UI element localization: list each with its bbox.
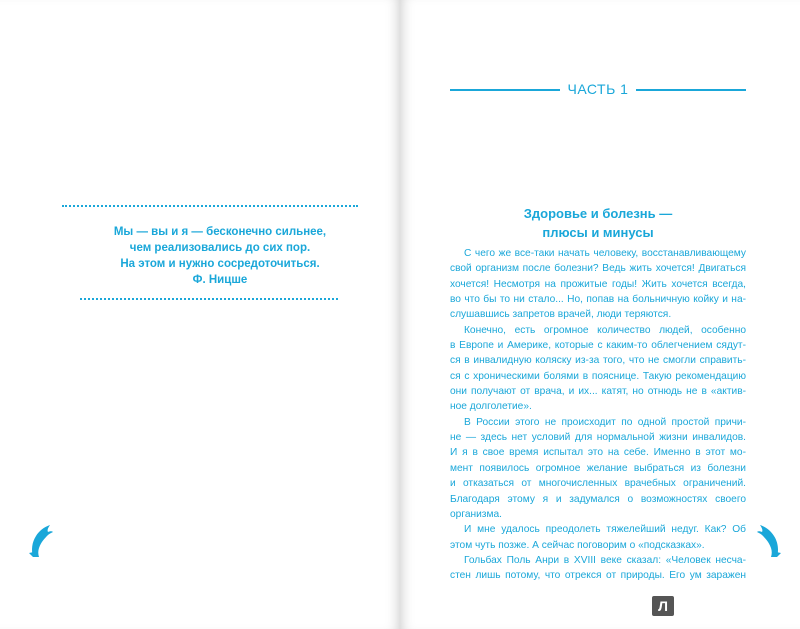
body-line: и отказаться от многочисленных врачебных ограничений. — [450, 478, 746, 490]
epigraph-line: Мы — вы и я — бесконечно сильнее, — [113, 226, 327, 238]
body-line: не — здесь нет условий для нормальной жизни инвалидов. — [450, 432, 746, 444]
body-line: ся с хроническими болями в пояснице. Такую рекомендацию — [450, 370, 746, 382]
body-line: слушавшись запретов врачей, люди теряются. — [450, 309, 672, 321]
body-line: Благодаря этому я и задумался о возможностях своего — [450, 493, 746, 505]
body-line: в Европе и Америке, которые с каким-то облегчением сядут- — [450, 340, 746, 352]
body-line: Гольбах Поль Анри в XVIII веке сказал: «Человек несча- — [464, 554, 746, 566]
part-title: ЧАСТЬ 1 — [567, 81, 629, 97]
body-line: ся в инвалидную коляску из-за того, что не смогли справить- — [450, 355, 746, 367]
body-line: организма. — [450, 508, 502, 520]
top-dotted-divider — [62, 205, 358, 207]
part-rule-right — [636, 89, 746, 91]
body-line: во что бы то ни стало... Но, попав на больничную койку и на- — [450, 294, 746, 306]
epigraph-line: чем реализовались до сих пор. — [129, 242, 311, 254]
body-line: С чего же все-таки начать человеку, восстанавливающему — [464, 248, 746, 259]
part-heading — [450, 80, 746, 100]
epigraph-line: На этом и нужно сосредоточиться. — [120, 258, 320, 270]
body-line: этом чуть позже. А сейчас поговорим о «подсказках». — [450, 539, 705, 551]
epigraph-author: Ф. Ницше — [192, 274, 248, 286]
body-line: И я в свое время испытал это на себе. Именно в этот мо- — [450, 447, 746, 459]
epigraph — [80, 224, 360, 288]
body-line: они получают от врача, и их... катят, но отнюдь не в «актив- — [450, 386, 746, 398]
chapter-title-line: Здоровье и болезнь — — [523, 206, 673, 221]
body-line: Конечно, есть огромное количество людей, особенно — [464, 324, 746, 336]
dolphin-icon — [756, 522, 782, 558]
chapter-title — [450, 204, 746, 242]
body-line: ное долголетие». — [450, 401, 532, 413]
body-text — [450, 246, 746, 584]
body-line: В России этого не происходит по одной простой причи- — [464, 416, 746, 428]
labirint-logo: Л — [652, 596, 674, 616]
body-line: стен лишь потому, что отрекся от природы. Его ум заражен — [450, 570, 746, 582]
chapter-title-line: плюсы и минусы — [542, 225, 654, 240]
body-line: хочется! Несмотря на прожитые годы! Жить хочется всегда, — [450, 278, 746, 290]
bottom-dotted-divider — [80, 298, 338, 300]
body-line: мент появилось огромное желание выбраться из болезни — [450, 462, 746, 474]
body-line: И мне удалось преодолеть тяжелейший недуг. Как? Об — [464, 524, 746, 536]
body-line: свой организм после болезни? Ведь жить хочется! Двигаться — [450, 263, 746, 275]
dolphin-icon — [28, 522, 54, 558]
